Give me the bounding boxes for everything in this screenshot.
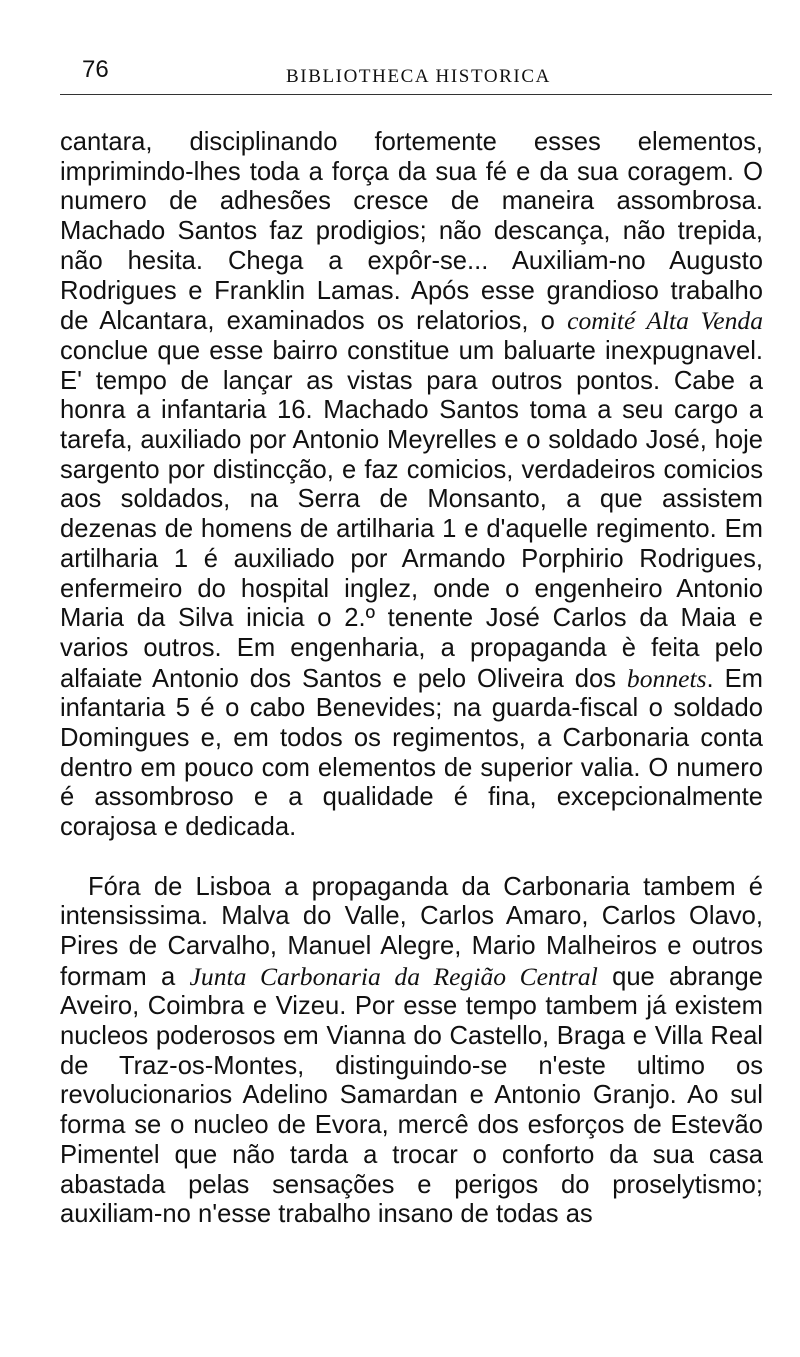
paragraph-2 (60, 873, 763, 1230)
paragraph-1-segment-italic: bonnets (626, 663, 707, 693)
paragraph-2-segment: Fóra de Lisboa a propaganda da Carbonaria tambem é intensissima. Malva do Valle, Carlos Amaro, Carlos Olavo, Pires de Carvalho, Manuel Alegre, Mario Malheiros e outros formam a (60, 872, 763, 991)
running-title: BIBLIOTHECA HISTORICA (286, 66, 551, 87)
page-number: 76 (82, 56, 109, 83)
paragraph-1-segment: conclue que esse bairro constitue um baluarte inexpugnavel. E' tempo de lançar as vistas para outros pontos. Cabe a honra a infantaria 16. Machado Santos toma a seu cargo a tarefa, auxiliado por Antonio Meyrelles e o soldado José, hoje sargento por distincção, e faz comicios, verdadeiros comicios aos soldados, na Serra de Monsanto, a que assistem dezenas de homens de artilharia 1 e d'aquelle regimento. Em artilharia 1 é auxiliado por Armando Porphirio Rodrigues, enfermeiro do hospital inglez, onde o engenheiro Antonio Maria da Silva inicia o 2.º tenente José Carlos da Maia e varios outros. Em engenharia, a propaganda è feita pelo alfaiate Antonio dos Santos e pelo Oliveira dos (60, 336, 763, 693)
paragraph-2-segment-italic: Junta Carbonaria da Região Central (189, 961, 598, 991)
paragraph-1-segment-italic: comité Alta Venda (567, 306, 763, 336)
header-rule (60, 94, 772, 95)
paragraph-2-segment: que abrange Aveiro, Coimbra e Vizeu. Por esse tempo tambem já existem nucleos poderosos em Vianna do Castello, Braga e Villa Real de Traz-os-Montes, distinguindo-se n'este ultimo os revolucionarios Adelino Samardan e Antonio Granjo. Ao sul forma se o nucleo de Evora, mercê dos esforços de Estevão Pimentel que não tarda a trocar o conforto da sua casa abastada pelas sensações e perigos do proselytismo; auxiliam-no n'esse trabalho insano de todas as (60, 962, 763, 1229)
paragraph-1-segment: . Em infantaria 5 é o cabo Benevides; na guarda-fiscal o soldado Domingues e, em todos os regimentos, a Carbonaria conta dentro em pouco com elementos de superior valia. O numero é assombroso e a qualidade é fina, excepcionalmente corajosa e dedicada. (60, 664, 763, 842)
paragraph-1-segment: cantara, disciplinando fortemente esses elementos, imprimindo-lhes toda a força da sua fé e da sua coragem. O numero de adhesões cresce de maneira assombrosa. Machado Santos faz prodigios; não descança, não trepida, não hesita. Chega a expôr-se... Auxiliam-no Augusto Rodrigues e Franklin Lamas. Após esse grandioso trabalho de Alcantara, examinados os relatorios, o (60, 128, 763, 336)
body-text (60, 128, 763, 1230)
page-header (60, 50, 772, 98)
paragraph-1 (60, 128, 763, 843)
